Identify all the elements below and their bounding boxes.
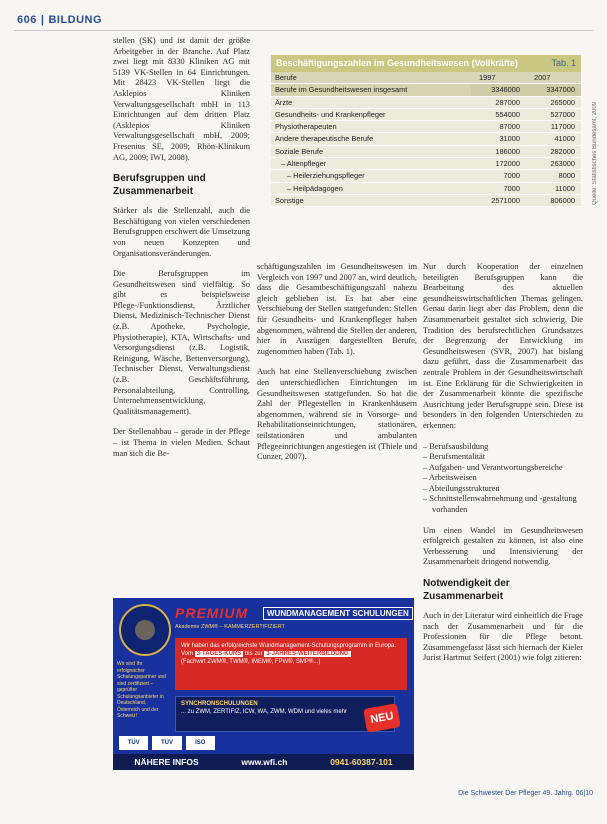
list-item-tail: vorhanden bbox=[432, 505, 468, 515]
table-row-label: – Heilerziehungspfleger bbox=[287, 171, 365, 181]
table-row-label: – Heilpädagogen bbox=[287, 183, 343, 193]
table-row-label: – Altenpfleger bbox=[281, 159, 327, 169]
page-header bbox=[17, 14, 102, 26]
table-row bbox=[271, 170, 581, 182]
table-cell-value: 186000 bbox=[495, 146, 520, 156]
table-row-label: Physiotherapeuten bbox=[275, 122, 337, 132]
ad-offer-highlight-1: 3-TAGES-KURS bbox=[196, 651, 242, 657]
ad-offer-highlight-2: 3-JAHRES-WEITERBILDUNG bbox=[266, 651, 349, 657]
list-item: – Berufsausbildung bbox=[423, 442, 583, 453]
ad-contact-bar[interactable] bbox=[113, 754, 414, 770]
ad-offer-line-3: (Fachwirt ZWM®, TWM®, IMEM®, FPW®, SMP®...) bbox=[181, 659, 321, 665]
header-rule bbox=[14, 30, 593, 31]
middle-paragraph-2: Auch hat eine Stellenverschiebung zwischen den unterschiedlichen Einrichtungen im Gesundheitswesen stattgefunden. So hat die Zahl der Pflegestellen in Krankenhäusern abgenommen, während sie in Vorsorge- und Rehabilitationseinrichtungen, stationären, teilstationären und ambulanten Pflegeeinrichtungen angestiegen ist (Thiele und Cunzer, 2007). bbox=[257, 367, 418, 462]
left-intro-paragraph: stellen (SK) und ist damit der größte Arbeitgeber in der Branche. Auf Platz zwei liegt mit 8330 Kliniken AG mit 5139 VK-Stellen in 64 Einrichtungen. Mit 28423 VK-Stellen liegt die Asklepios Kliniken Verwaltungsgesellschaft mbH in 113 Einrichtungen auf dem dritten Platz (Asklepios Kliniken Verwaltungsgesellschaft mbH, 2009; Fresenius SE, 2009; Rhön-Klinikum AG, 2009; IWI, 2008). bbox=[113, 36, 250, 162]
ad-left-text: Wir sind Ihr erfolgreicher Schulungspartner und sind zertifiziert – geprüfter Schulungsanbieter in Deutschland, Österreich und der Schweiz! bbox=[117, 661, 166, 719]
table-row-label: Berufe im Gesundheitswesen insgesamt bbox=[275, 85, 408, 95]
right-paragraph-2: Um einen Wandel im Gesundheitswesen erfolgreich gestalten zu können, ist also eine Verbesserung und Intensivierung der Zusammenarbeit dringend notwendig. bbox=[423, 525, 583, 567]
ad-offer-line-2 bbox=[181, 650, 401, 658]
difference-list bbox=[423, 442, 583, 516]
right-paragraph-3: Auch in der Literatur wird einheitlich die Frage nach der Zusammenarbeit und für die Professionen für die Pflege betont. Zusammengefasst lässt sich hiernach der Kieler Jurist Hartmut Seifert (2001) wie folgt zitieren: bbox=[423, 611, 583, 663]
ad-sync-box bbox=[175, 696, 395, 732]
ad-offer-line-1: Wir haben das erfolgreichste Wundmanagement-Schulungsprogramm in Europa. bbox=[181, 643, 397, 649]
ad-website-link[interactable]: www.wfi.ch bbox=[241, 757, 288, 767]
left-paragraph-2: Die Berufsgruppen im Gesundheitswesen sind vielfältig. So gibt es beispielsweise Pflege-/Funktionsdienst, Ärztlicher Dienst, Medizinisch-Technischer Dienst (z.B. Apotheke, Psychologie, Physiotherapie), KTA, Wirtschafts- und Versorgungsdienst (z.B. Logistik, Reinigung, Wäsche, Bettenversorgung), Technischer Dienst, Verwaltungsdienst (z.B. Geschäftsführung, Personalabteilung, Controlling, Unternehmensentwicklung, Qualitätsmanagement). bbox=[113, 269, 250, 416]
right-column bbox=[423, 262, 583, 674]
section-title: BILDUNG bbox=[48, 14, 103, 26]
table-row bbox=[271, 146, 581, 158]
certification-logo-icon: ISO bbox=[186, 736, 215, 750]
table-cell-value: 7000 bbox=[503, 171, 520, 181]
table-row-label: Soziale Berufe bbox=[275, 146, 324, 156]
table-cell-value: 117000 bbox=[550, 122, 575, 132]
ad-tagline: Akademie ZWM® – KAMMERZERTIFIZIERT bbox=[175, 624, 285, 630]
table-title: Beschäftigungszahlen im Gesundheitswesen (Vollkräfte) bbox=[276, 58, 518, 68]
table-row-label: Sonstige bbox=[275, 195, 304, 205]
list-item: – Berufsmentalität bbox=[423, 452, 583, 463]
table-cell-value: 41000 bbox=[554, 134, 575, 144]
table-header-cell: Berufe bbox=[275, 73, 297, 82]
table-cell-value: 3346000 bbox=[471, 84, 526, 95]
left-paragraph-1: Stärker als die Stellenzahl, auch die Beschäftigung von vielen verschiedenen Berufsgruppen erschwert die Umsetzung von neuen Konzepten und Organisationsveränderungen. bbox=[113, 206, 250, 258]
table-row bbox=[271, 133, 581, 145]
left-column bbox=[113, 36, 250, 469]
ad-offer-box bbox=[175, 638, 407, 690]
table-body bbox=[271, 84, 581, 207]
table-row bbox=[271, 158, 581, 170]
table-source: Quelle: Statistisches Bundesamt, 2009 bbox=[592, 101, 598, 205]
table-row-label: Andere therapeutische Berufe bbox=[275, 134, 374, 144]
ad-new-badge: NEU bbox=[363, 703, 401, 733]
right-paragraph-1: Nur durch Kooperation der einzelnen beteiligten Berufsgruppen kann die Bearbeitung des aktuellen gesundheitswirtschaftlichen Themas gelingen. Genau darin liegt aber das Problem, denn die Zusammenarbeit gestaltet sich schwierig. Die Tradition des berufsrechtlichen Grundsatzes der Begrenzung der Entwicklung im Gesundheitswesen (SVR, 2007) hat bislang dazu geführt, dass die Zusammenarbeit das zentrale Problem in der Gesundheitswirtschaft ist. Eine Erklärung für die Schwierigkeiten in der Zusammenarbeit könnte die spezifische Ausrichtung jeder Berufsgruppe sein. Diese ist besonders in den folgenden Unterschieden zu erkennen: bbox=[423, 262, 583, 430]
table-cell-value: 806000 bbox=[550, 195, 575, 205]
table-header-cell: 2007 bbox=[534, 73, 551, 82]
table-cell-value: 31000 bbox=[499, 134, 520, 144]
ad-brand: PREMIUM bbox=[175, 605, 249, 621]
list-item: – Abteilungsstrukturen bbox=[423, 484, 583, 495]
page-number: 606 bbox=[17, 14, 37, 26]
page-footer: Die Schwester Der Pfleger 49. Jahrg. 06|10 bbox=[458, 790, 593, 797]
table-row bbox=[271, 97, 581, 109]
certification-logo-icon: TÜV bbox=[152, 736, 181, 750]
section-heading-notwendigkeit: Notwendigkeit der Zusammenarbeit bbox=[423, 578, 510, 602]
table-cell-value: 3347000 bbox=[526, 84, 581, 95]
certification-logo-icon: TÜV bbox=[119, 736, 148, 750]
left-paragraph-3: Der Stellenabbau – gerade in der Pflege – ist Thema in vielen Medien. Schaut man sich die Be- bbox=[113, 427, 250, 458]
table-row-label: Gesundheits- und Krankenpfleger bbox=[275, 109, 386, 119]
table-number: Tab. 1 bbox=[551, 58, 576, 68]
ad-phone-number[interactable]: 0941-60387-101 bbox=[330, 757, 393, 767]
table-cell-value: 527000 bbox=[550, 109, 575, 119]
list-item: – Aufgaben- und Verantwortungsbereiche bbox=[423, 463, 583, 474]
table-row bbox=[271, 195, 581, 207]
ad-info-label: NÄHERE INFOS bbox=[134, 757, 199, 767]
table-cell-value: 263000 bbox=[550, 159, 575, 169]
table-cell-value: 172000 bbox=[495, 159, 520, 169]
seal-logo-icon bbox=[119, 604, 171, 656]
table-row bbox=[271, 183, 581, 195]
table-header-cell: 1997 bbox=[479, 73, 496, 82]
table-cell-value: 287000 bbox=[495, 97, 520, 107]
table-cell-value: 7000 bbox=[503, 183, 520, 193]
table-header-row bbox=[271, 72, 581, 84]
middle-paragraph-1: schäftigungszahlen im Gesundheitswesen im Vergleich von 1997 und 2007 an, wird deutlich, dass die Gesamtbeschäftigungszahl nahezu gleich geblieben ist. Es hat aber eine Verschiebung der Stellen stattgefunden: Stellen für Gesundheits- und Krankenpfleger haben abgenommen, während die Stellen der anderen, hier in Auszügen dargestellten Berufe, zugenommen haben (Tab. 1). bbox=[257, 262, 417, 356]
table-cell-value: 11000 bbox=[554, 183, 575, 193]
table-cell-value: 265000 bbox=[550, 97, 575, 107]
section-heading-berufsgruppen: Berufsgruppen und Zusammenarbeit bbox=[113, 173, 206, 197]
table-row bbox=[271, 84, 581, 96]
table-cell-value: 87000 bbox=[499, 122, 520, 132]
ad-offer-prefix: Vom bbox=[181, 651, 194, 657]
table-cell-value: 282000 bbox=[550, 146, 575, 156]
table-cell-value: 554000 bbox=[495, 109, 520, 119]
list-item: – Arbeitsweisen bbox=[423, 473, 583, 484]
table-title-bar bbox=[271, 55, 581, 72]
table-cell-value: 2571000 bbox=[491, 195, 520, 205]
header-separator: | bbox=[40, 14, 45, 26]
ad-brand-subtitle: WUNDMANAGEMENT SCHULUNGEN bbox=[263, 607, 413, 620]
table-row-label: Ärzte bbox=[275, 97, 293, 107]
table-cell-value: 8000 bbox=[558, 171, 575, 181]
ad-offer-mid: bis zur bbox=[244, 651, 263, 657]
ad-sync-line: ... zu ZWM, ZERTIFIZ, ICW, WA, ZWM, WDM und vieles mehr bbox=[181, 709, 348, 715]
advertisement[interactable] bbox=[113, 598, 414, 770]
ad-sync-title: SYNCHRONSCHULUNGEN bbox=[181, 701, 258, 707]
employment-table bbox=[271, 55, 581, 207]
list-item: – Schnittstellenwahrnehmung und -gestaltung bbox=[423, 494, 583, 505]
ad-certification-logos bbox=[119, 736, 215, 750]
table-row bbox=[271, 121, 581, 133]
table-row bbox=[271, 109, 581, 121]
middle-column bbox=[257, 262, 417, 473]
